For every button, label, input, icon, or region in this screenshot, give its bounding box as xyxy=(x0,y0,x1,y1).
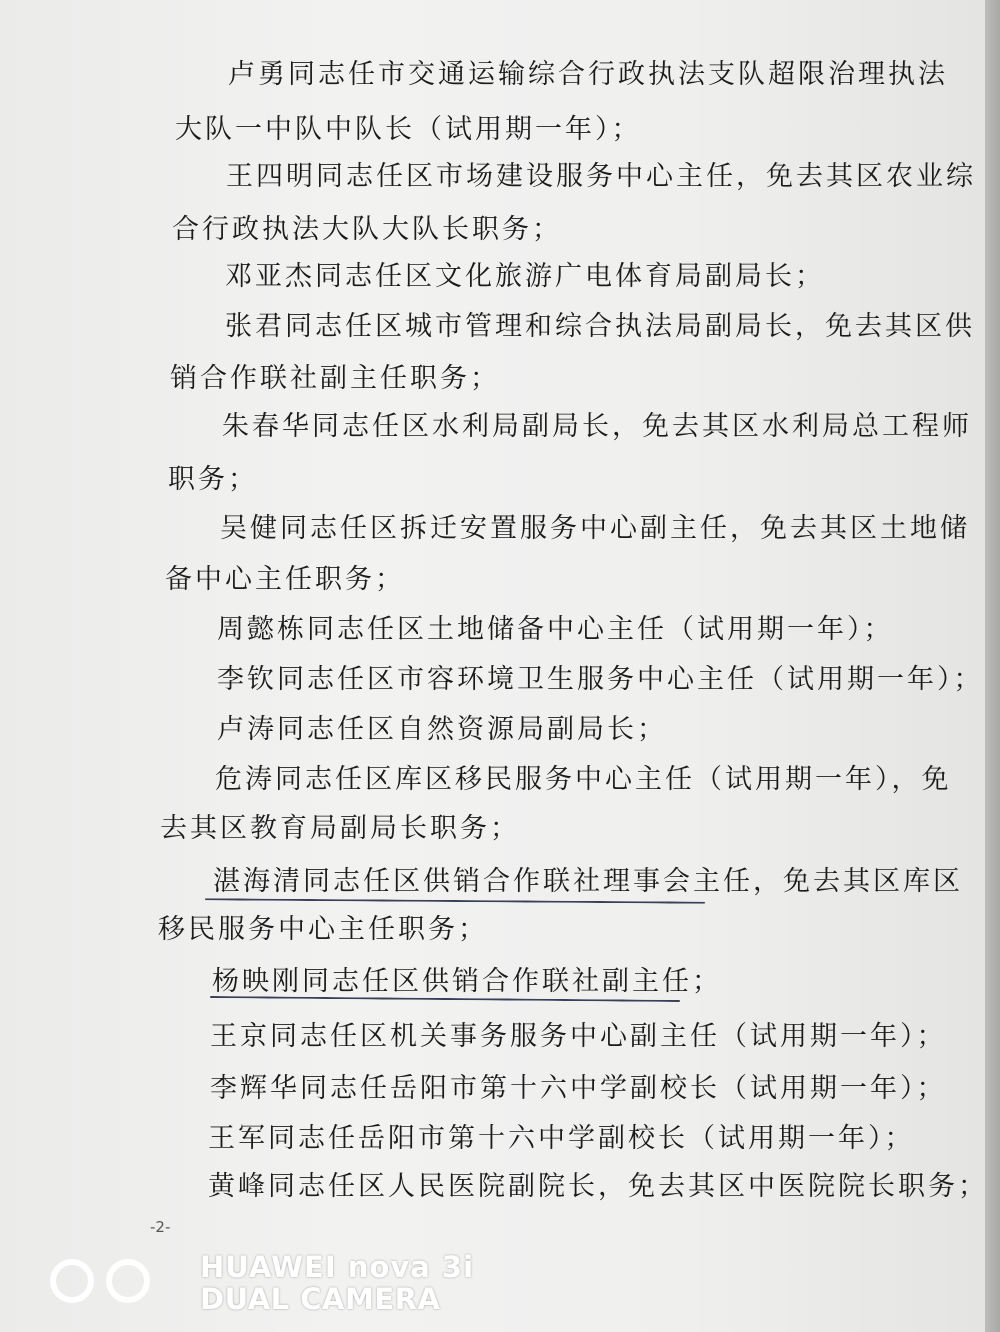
text-line-2: 大队一中队中队长（试用期一年）； xyxy=(175,114,642,145)
text-line-18: 移民服务中心主任职务； xyxy=(158,914,488,945)
text-line-15: 危涛同志任区库区移民服务中心主任（试用期一年），免 xyxy=(215,764,952,795)
text-line-17: 湛海清同志任区供销合作联社理事会主任，免去其区库区 xyxy=(213,866,963,897)
text-line-8: 朱春华同志任区水利局副局长，免去其区水利局总工程师 xyxy=(222,411,972,442)
watermark-camera: DUAL CAMERA xyxy=(200,1282,441,1316)
text-line-9: 职务； xyxy=(168,464,258,495)
watermark-brand: HUAWEI nova 3i xyxy=(200,1250,475,1284)
text-line-23: 黄峰同志任区人民医院副院长，免去其区中医院院长职务； xyxy=(208,1171,988,1202)
text-line-19: 杨映刚同志任区供销合作联社副主任； xyxy=(212,966,722,997)
page-number: -2- xyxy=(150,1218,171,1236)
text-line-4: 合行政执法大队大队长职务； xyxy=(172,214,562,245)
double-circle-lens-icon xyxy=(48,1256,158,1306)
text-line-6: 张君同志任区城市管理和综合执法局副局长，免去其区供 xyxy=(225,311,975,342)
text-line-1: 卢勇同志任市交通运输综合行政执法支队超限治理执法 xyxy=(228,59,948,90)
text-line-7: 销合作联社副主任职务； xyxy=(170,363,500,394)
text-line-11: 备中心主任职务； xyxy=(165,564,405,595)
text-line-5: 邓亚杰同志任区文化旅游广电体育局副局长； xyxy=(225,261,825,292)
text-line-21: 李辉华同志任岳阳市第十六中学副校长（试用期一年）； xyxy=(210,1073,947,1104)
text-line-12: 周懿栋同志任区土地储备中心主任（试用期一年）； xyxy=(217,614,894,645)
text-line-16: 去其区教育局副局长职务； xyxy=(160,813,520,844)
text-line-20: 王京同志任区机关事务服务中心副主任（试用期一年）； xyxy=(210,1021,947,1052)
text-line-14: 卢涛同志任区自然资源局副局长； xyxy=(217,714,667,745)
paper-edge-shadow xyxy=(985,0,1000,1332)
text-line-13: 李钦同志任区市容环境卫生服务中心主任（试用期一年）； xyxy=(217,664,984,695)
text-line-22: 王军同志任岳阳市第十六中学副校长（试用期一年）； xyxy=(208,1123,915,1154)
text-line-3: 王四明同志任区市场建设服务中心主任，免去其区农业综 xyxy=(226,161,976,192)
text-line-10: 吴健同志任区拆迁安置服务中心副主任，免去其区土地储 xyxy=(220,513,970,544)
